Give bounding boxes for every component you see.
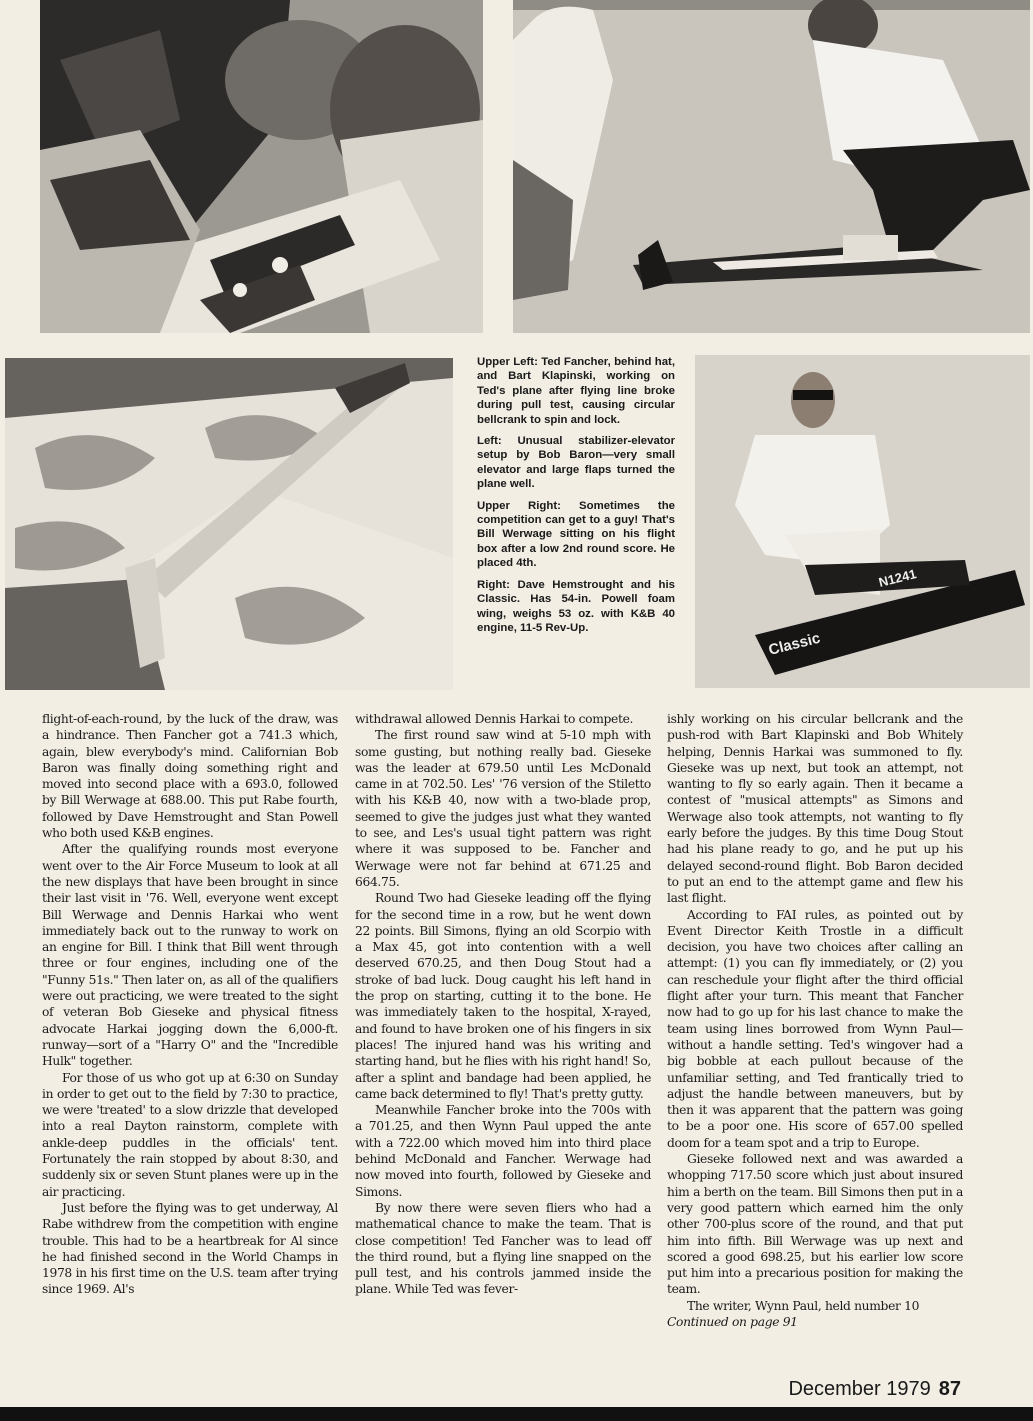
photo-captions xyxy=(477,355,675,642)
page-footer xyxy=(788,1378,961,1401)
caption-upper-left: Upper Left: Ted Fancher, behind hat, and Bart Klapinski, working on Ted's plane after flying line broke during pull test, causing circular bellcrank to spin and lock. xyxy=(477,356,675,426)
caption-upper-right: Upper Right: Sometimes the competition can get to a guy! That's Bill Werwage sitting on his flight box after a low 2nd round score. He placed 4th. xyxy=(477,499,675,570)
issue-date: December 1979 xyxy=(788,1378,931,1400)
page-number: 87 xyxy=(938,1378,961,1400)
paragraph: Round Two had Gieseke leading off the flying for the second time in a row, but he went down 22 points. Bill Simons, flying an old Scorpio with a Max 45, got into contention with a well deserved 670.25, and then Doug Stout had a stroke of bad luck. Doug caught his left hand in the prop on starting, cutting it to the bone. He was immediately taken to the hospital, X-rayed, and found to have broken one of his fingers in six places! The injured hand was his writing and starting hand, but he flies with his right hand! So, after a splint and bandage had been applied, he came back determined to fly! That's pretty gutty. xyxy=(355,891,651,1101)
paragraph: After the qualifying rounds most everyone went over to the Air Force Museum to look at all the new displays that have been brought in since their last visit in '76. Well, everyone went except Bill Werwage and Dennis Harkai who went immediately back out to the runway to work on an engine for Bill. I think that Bill went through three or four engines, including one of the "Funny 51s." Then later on, as all of the qualifiers were out practicing, we were treated to the sight of veteran Bob Gieseke and physical fitness advocate Harkai jogging down the 6,000-ft. runway—sort of a "Harry O" and the "Incredible Hulk" together. xyxy=(42,842,338,1069)
paragraph: The first round saw wind at 5-10 mph with some gusting, but nothing really bad. Gieseke was the leader at 679.50 until Les McDonald came in at 702.50. Les' '76 version of the Stiletto with his K&B 40, now with a two-blade prop, seemed to give the judges just what they wanted to see, and Les's usual tight pattern was right where it was supposed to be. Fancher and Werwage were not far behind at 671.25 and 664.75. xyxy=(355,728,651,889)
article-column-1 xyxy=(42,711,338,1298)
paragraph: Just before the flying was to get underway, Al Rabe withdrew from the competition with engine trouble. This had to be a heartbreak for Al since he had finished second in the World Champs in 1978 in his first time on the U.S. team after trying since 1969. Al's xyxy=(42,1200,338,1297)
plane-registration-number: N1241 xyxy=(877,566,918,590)
scan-edge xyxy=(0,1407,1033,1421)
photo-upper-left-fancher-klapinski xyxy=(40,0,483,333)
caption-right: Right: Dave Hemstrought and his Classic. Has 54-in. Powell foam wing, weighs 53 oz. with K&B 40 engine, 11-5 Rev-Up. xyxy=(477,578,675,634)
article-column-2 xyxy=(355,711,651,1298)
plane-name-lettering: Classic xyxy=(766,629,822,659)
continued-on-note: Continued on page 91 xyxy=(667,1314,798,1329)
paragraph: By now there were seven fliers who had a mathematical chance to make the team. That is close competition! Ted Fancher was to lead off the third round, but a flying line snapped on the pull test, and his controls jammed inside the plane. While Ted was fever- xyxy=(355,1200,651,1297)
paragraph: withdrawal allowed Dennis Harkai to compete. xyxy=(355,712,634,726)
paragraph: Meanwhile Fancher broke into the 700s with a 701.25, and then Wynn Paul upped the ante with a 722.00 which moved him into third place behind McDonald and Fancher. Werwage had now moved into fourth, followed by Gieseke and Simons. xyxy=(355,1103,651,1199)
article-column-3 xyxy=(667,711,963,1330)
paragraph: For those of us who got up at 6:30 on Sunday in order to get out to the field by 7:30 to practice, we were 'treated' to a slow drizzle that developed into a real Dayton rainstorm, complete with ankle-deep puddles in the officials' tent. Fortunately the rain stopped by about 8:30, and suddenly six or seven Stunt planes were up in the air practicing. xyxy=(42,1070,338,1199)
paragraph: flight-of-each-round, by the luck of the draw, was a hindrance. Then Fancher got a 741.3 which, again, blew everybody's mind. Californian Bob Baron was finally doing something right and moved into second place with a 693.0, followed by Bill Werwage at 688.00. This put Rabe fourth, followed by Dave Hemstrought and Stan Powell who both used K&B engines. xyxy=(42,712,338,841)
photo-right-hemstrought-classic xyxy=(695,355,1030,688)
photo-upper-right-werwage-sitting xyxy=(513,0,1030,333)
paragraph: The writer, Wynn Paul, held number 10 xyxy=(687,1298,920,1313)
paragraph: Gieseke followed next and was awarded a whopping 717.50 score which just about insured him a berth on the team. Bill Simons then put in a very good pattern which earned him the only other 700-plus score of the round, and that put him into fifth. Bill Werwage was up next and scored a good 698.25, but his earlier low score put him into a precarious position for making the team. xyxy=(667,1152,963,1297)
paragraph: According to FAI rules, as pointed out by Event Director Keith Trostle in a difficult decision, you have two choices after calling an attempt: (1) you can fly immediately, or (2) you can reschedule your flight after the third official flight after your turn. This meant that Fancher now had to go up for his last chance to make the team using lines borrowed from Wynn Paul—without a handle setting. Ted's wingover had a big bobble at each pullout because of the unfamiliar setting, and Ted frantically tried to adjust the handle between maneuvers, but by then it was apparent that the pattern was going to be a poor one. His score of 657.00 spelled doom for a team spot and a trip to Europe. xyxy=(667,907,963,1150)
photo-left-baron-stabilizer xyxy=(5,358,453,690)
caption-left: Left: Unusual stabilizer-elevator setup by Bob Baron—very small elevator and large flaps turned the plane well. xyxy=(477,435,675,491)
paragraph: ishly working on his circular bellcrank and the push-rod with Bart Klapinski and Bob Whitely helping, Dennis Harkai was summoned to fly. Gieseke was up next, but took an attempt, not wanting to fly so early again. Then it became a contest of "musical attempts" as Simons and Werwage also took attempts, not wanting to fly early before the judges. By this time Doug Stout had his plane ready to go, and he put up his delayed second-round flight. Bob Baron decided to put an end to the attempt game and flew his last flight. xyxy=(667,712,963,906)
